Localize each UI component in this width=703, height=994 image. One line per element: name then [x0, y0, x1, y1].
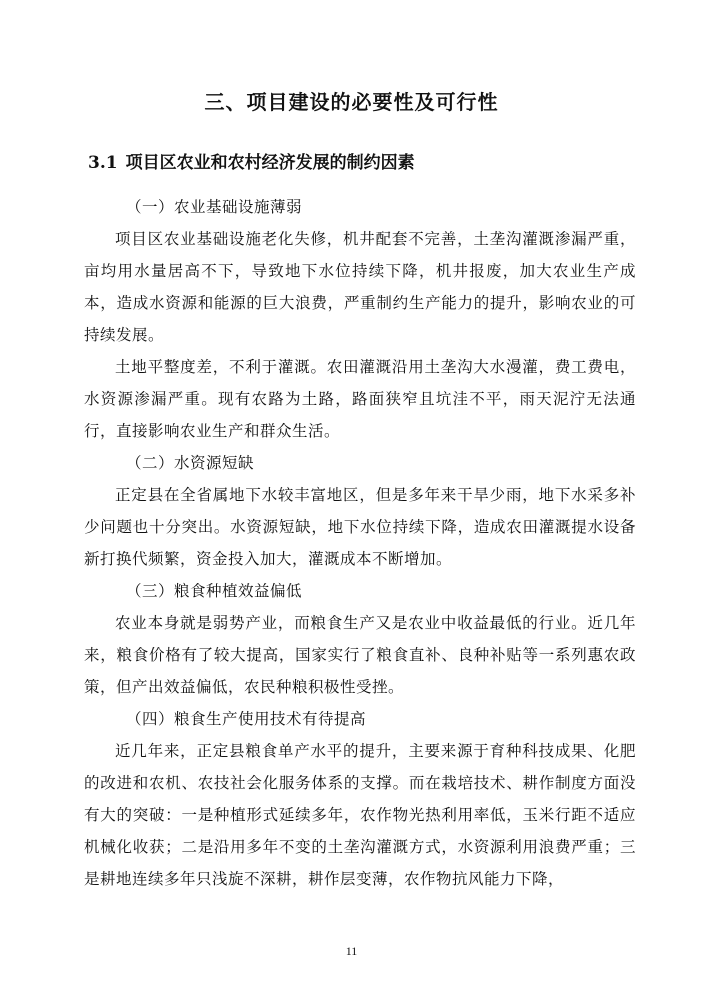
subheading-2: （二）水资源短缺 [126, 454, 255, 472]
paragraph-4-1: 近几年来，正定县粮食单产水平的提升，主要来源于育种科技成果、化肥的改进和农机、农技社会化服务体系的支撑。而在栽培技术、耕作制度方面没有大的突破：一是种植形式延续多年，农作物光热利用率低，玉米行距不适应机械化收获；二是沿用多年不变的土垄沟灌溉方式，水资源利用浪费严重；三是耕地连续多年只浅旋不深耕，耕作层变薄，农作物抗风能力下降， [84, 742, 636, 888]
chapter-title: 三、项目建设的必要性及可行性 [204, 90, 499, 114]
section-title-text: 项目区农业和农村经济发展的制约因素 [125, 153, 415, 173]
paragraph-3-1: 农业本身就是弱势产业，而粮食生产又是农业中收益最低的行业。近几年来，粮食价格有了较大提高，国家实行了粮食直补、良种补贴等一系列惠农政策，但产出效益偏低，农民种粮积极性受挫。 [84, 614, 636, 696]
subheading-4: （四）粮食生产使用技术有待提高 [126, 710, 367, 728]
section-heading [88, 148, 415, 173]
paragraph-1-2: 土地平整度差，不利于灌溉。农田灌溉沿用土垄沟大水漫灌，费工费电，水资源渗漏严重。现有农路为土路，路面狭窄且坑洼不平，雨天泥泞无法通行，直接影响农业生产和群众生活。 [84, 358, 636, 440]
subheading-3: （三）粮食种植效益偏低 [126, 582, 303, 600]
paragraph-2-1: 正定县在全省属地下水较丰富地区，但是多年来干旱少雨，地下水采多补少问题也十分突出。水资源短缺，地下水位持续下降，造成农田灌溉提水设备新打换代频繁，资金投入加大，灌溉成本不断增加。 [84, 486, 636, 568]
subheading-1: （一）农业基础设施薄弱 [126, 198, 303, 216]
body-text [84, 191, 636, 895]
section-number: 3.1 [88, 153, 118, 173]
page-number: 11 [345, 944, 358, 958]
paragraph-1-1: 项目区农业基础设施老化失修，机井配套不完善，土垄沟灌溉渗漏严重，亩均用水量居高不下，导致地下水位持续下降，机井报废，加大农业生产成本，造成水资源和能源的巨大浪费，严重制约生产能力的提升，影响农业的可持续发展。 [84, 230, 636, 344]
